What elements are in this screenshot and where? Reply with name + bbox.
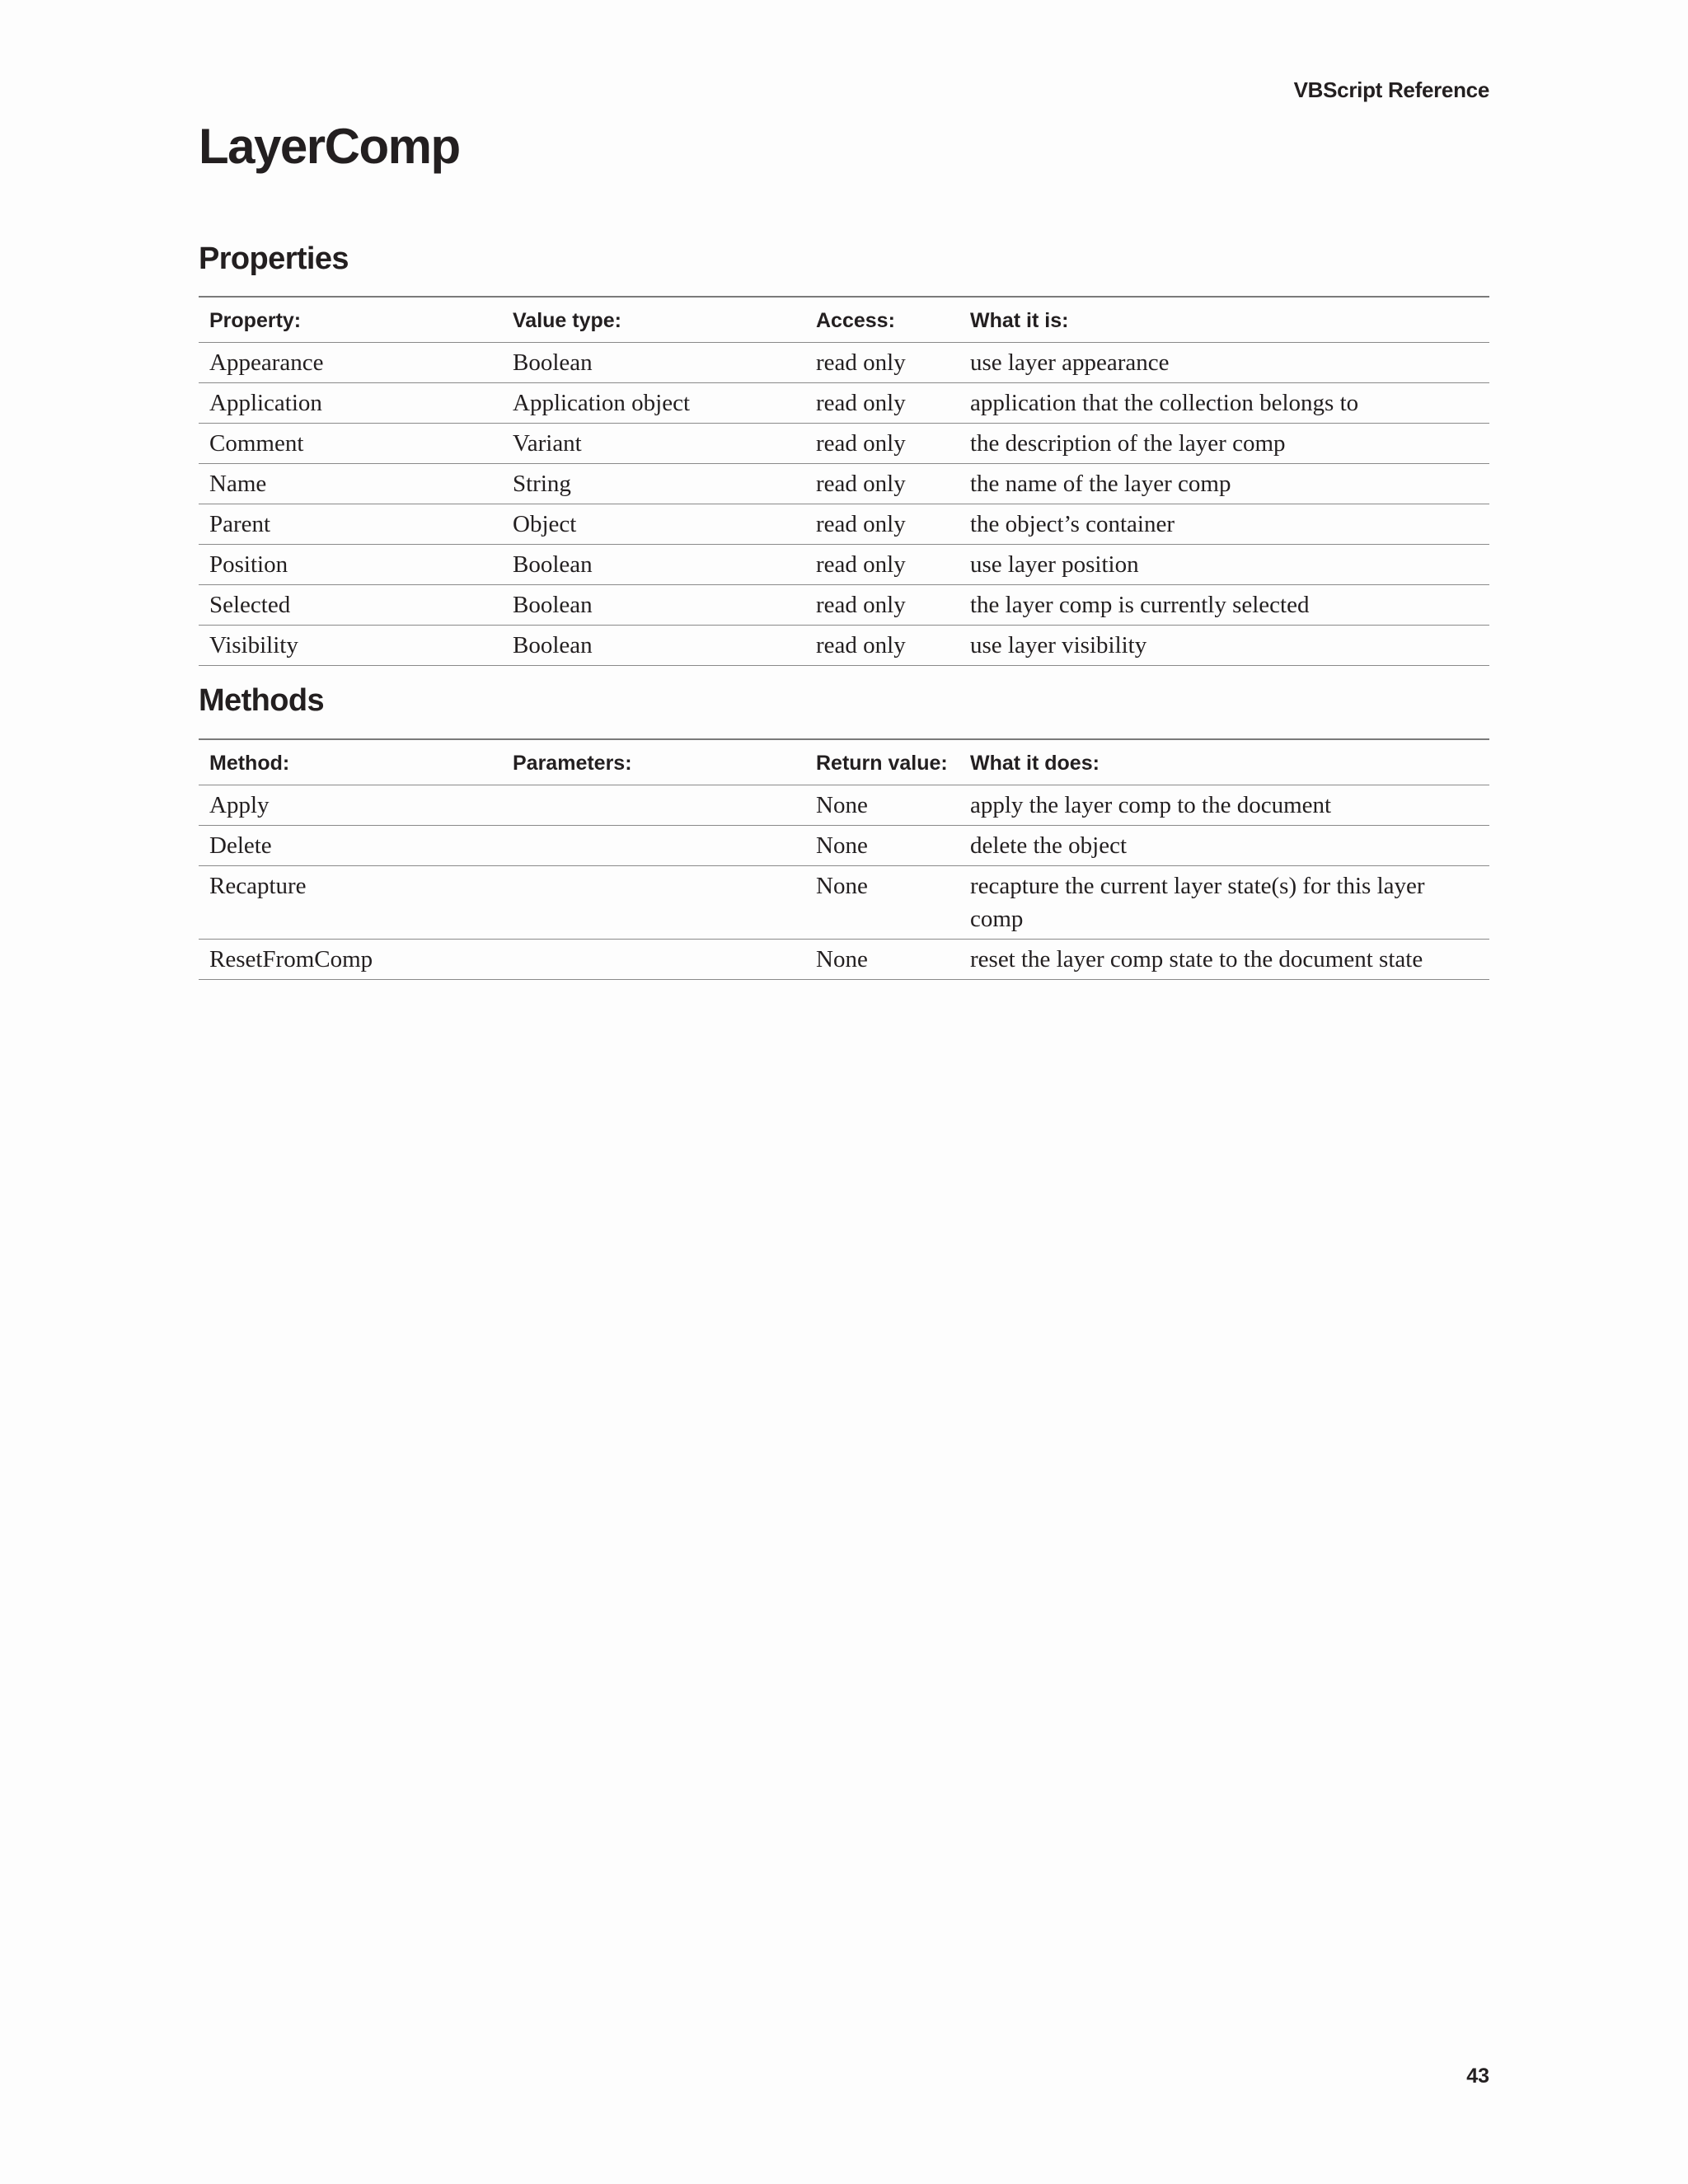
description: use layer appearance: [959, 343, 1489, 383]
column-header-what-it-is: What it is:: [959, 297, 1489, 343]
value-type: Boolean: [502, 343, 805, 383]
value-type: Variant: [502, 424, 805, 464]
description: use layer position: [959, 545, 1489, 585]
properties-heading: Properties: [199, 241, 349, 276]
access: read only: [805, 383, 959, 424]
property-name: Visibility: [199, 626, 502, 666]
method-name: Recapture: [199, 866, 502, 940]
return-value: None: [805, 940, 959, 980]
property-name: Position: [199, 545, 502, 585]
table-row: [199, 343, 1489, 383]
access: read only: [805, 343, 959, 383]
column-header-value-type: Value type:: [502, 297, 805, 343]
value-type: Boolean: [502, 626, 805, 666]
table-row: [199, 866, 1489, 940]
property-name: Selected: [199, 585, 502, 626]
methods-heading: Methods: [199, 683, 325, 718]
description: reset the layer comp state to the document state: [959, 940, 1489, 980]
column-header-parameters: Parameters:: [502, 739, 805, 785]
description: delete the object: [959, 826, 1489, 866]
description: the description of the layer comp: [959, 424, 1489, 464]
description: the layer comp is currently selected: [959, 585, 1489, 626]
access: read only: [805, 424, 959, 464]
table-row: [199, 504, 1489, 545]
parameters: [502, 785, 805, 826]
access: read only: [805, 504, 959, 545]
table-row: [199, 785, 1489, 826]
column-header-access: Access:: [805, 297, 959, 343]
properties-table: [199, 296, 1489, 666]
description: the object’s container: [959, 504, 1489, 545]
value-type: Boolean: [502, 545, 805, 585]
table-row: [199, 940, 1489, 980]
methods-table: [199, 738, 1489, 980]
value-type: Object: [502, 504, 805, 545]
column-header-property: Property:: [199, 297, 502, 343]
column-header-what-it-does: What it does:: [959, 739, 1489, 785]
access: read only: [805, 626, 959, 666]
methods-header-row: [199, 739, 1489, 785]
table-row: [199, 383, 1489, 424]
column-header-return-value: Return value:: [805, 739, 959, 785]
table-row: [199, 424, 1489, 464]
description: the name of the layer comp: [959, 464, 1489, 504]
method-name: ResetFromComp: [199, 940, 502, 980]
running-header: VBScript Reference: [1293, 77, 1489, 102]
table-row: [199, 626, 1489, 666]
description: apply the layer comp to the document: [959, 785, 1489, 826]
return-value: None: [805, 785, 959, 826]
method-name: Apply: [199, 785, 502, 826]
property-name: Parent: [199, 504, 502, 545]
property-name: Name: [199, 464, 502, 504]
parameters: [502, 940, 805, 980]
table-row: [199, 545, 1489, 585]
value-type: Application object: [502, 383, 805, 424]
description: use layer visibility: [959, 626, 1489, 666]
table-row: [199, 585, 1489, 626]
method-name: Delete: [199, 826, 502, 866]
description: application that the collection belongs to: [959, 383, 1489, 424]
property-name: Comment: [199, 424, 502, 464]
column-header-method: Method:: [199, 739, 502, 785]
access: read only: [805, 585, 959, 626]
page-number: 43: [1466, 2064, 1489, 2088]
return-value: None: [805, 866, 959, 940]
value-type: String: [502, 464, 805, 504]
page-title: LayerComp: [199, 119, 460, 174]
parameters: [502, 866, 805, 940]
description: recapture the current layer state(s) for this layer comp: [959, 866, 1489, 940]
return-value: None: [805, 826, 959, 866]
access: read only: [805, 464, 959, 504]
property-name: Appearance: [199, 343, 502, 383]
table-row: [199, 464, 1489, 504]
table-row: [199, 826, 1489, 866]
value-type: Boolean: [502, 585, 805, 626]
access: read only: [805, 545, 959, 585]
property-name: Application: [199, 383, 502, 424]
properties-header-row: [199, 297, 1489, 343]
parameters: [502, 826, 805, 866]
